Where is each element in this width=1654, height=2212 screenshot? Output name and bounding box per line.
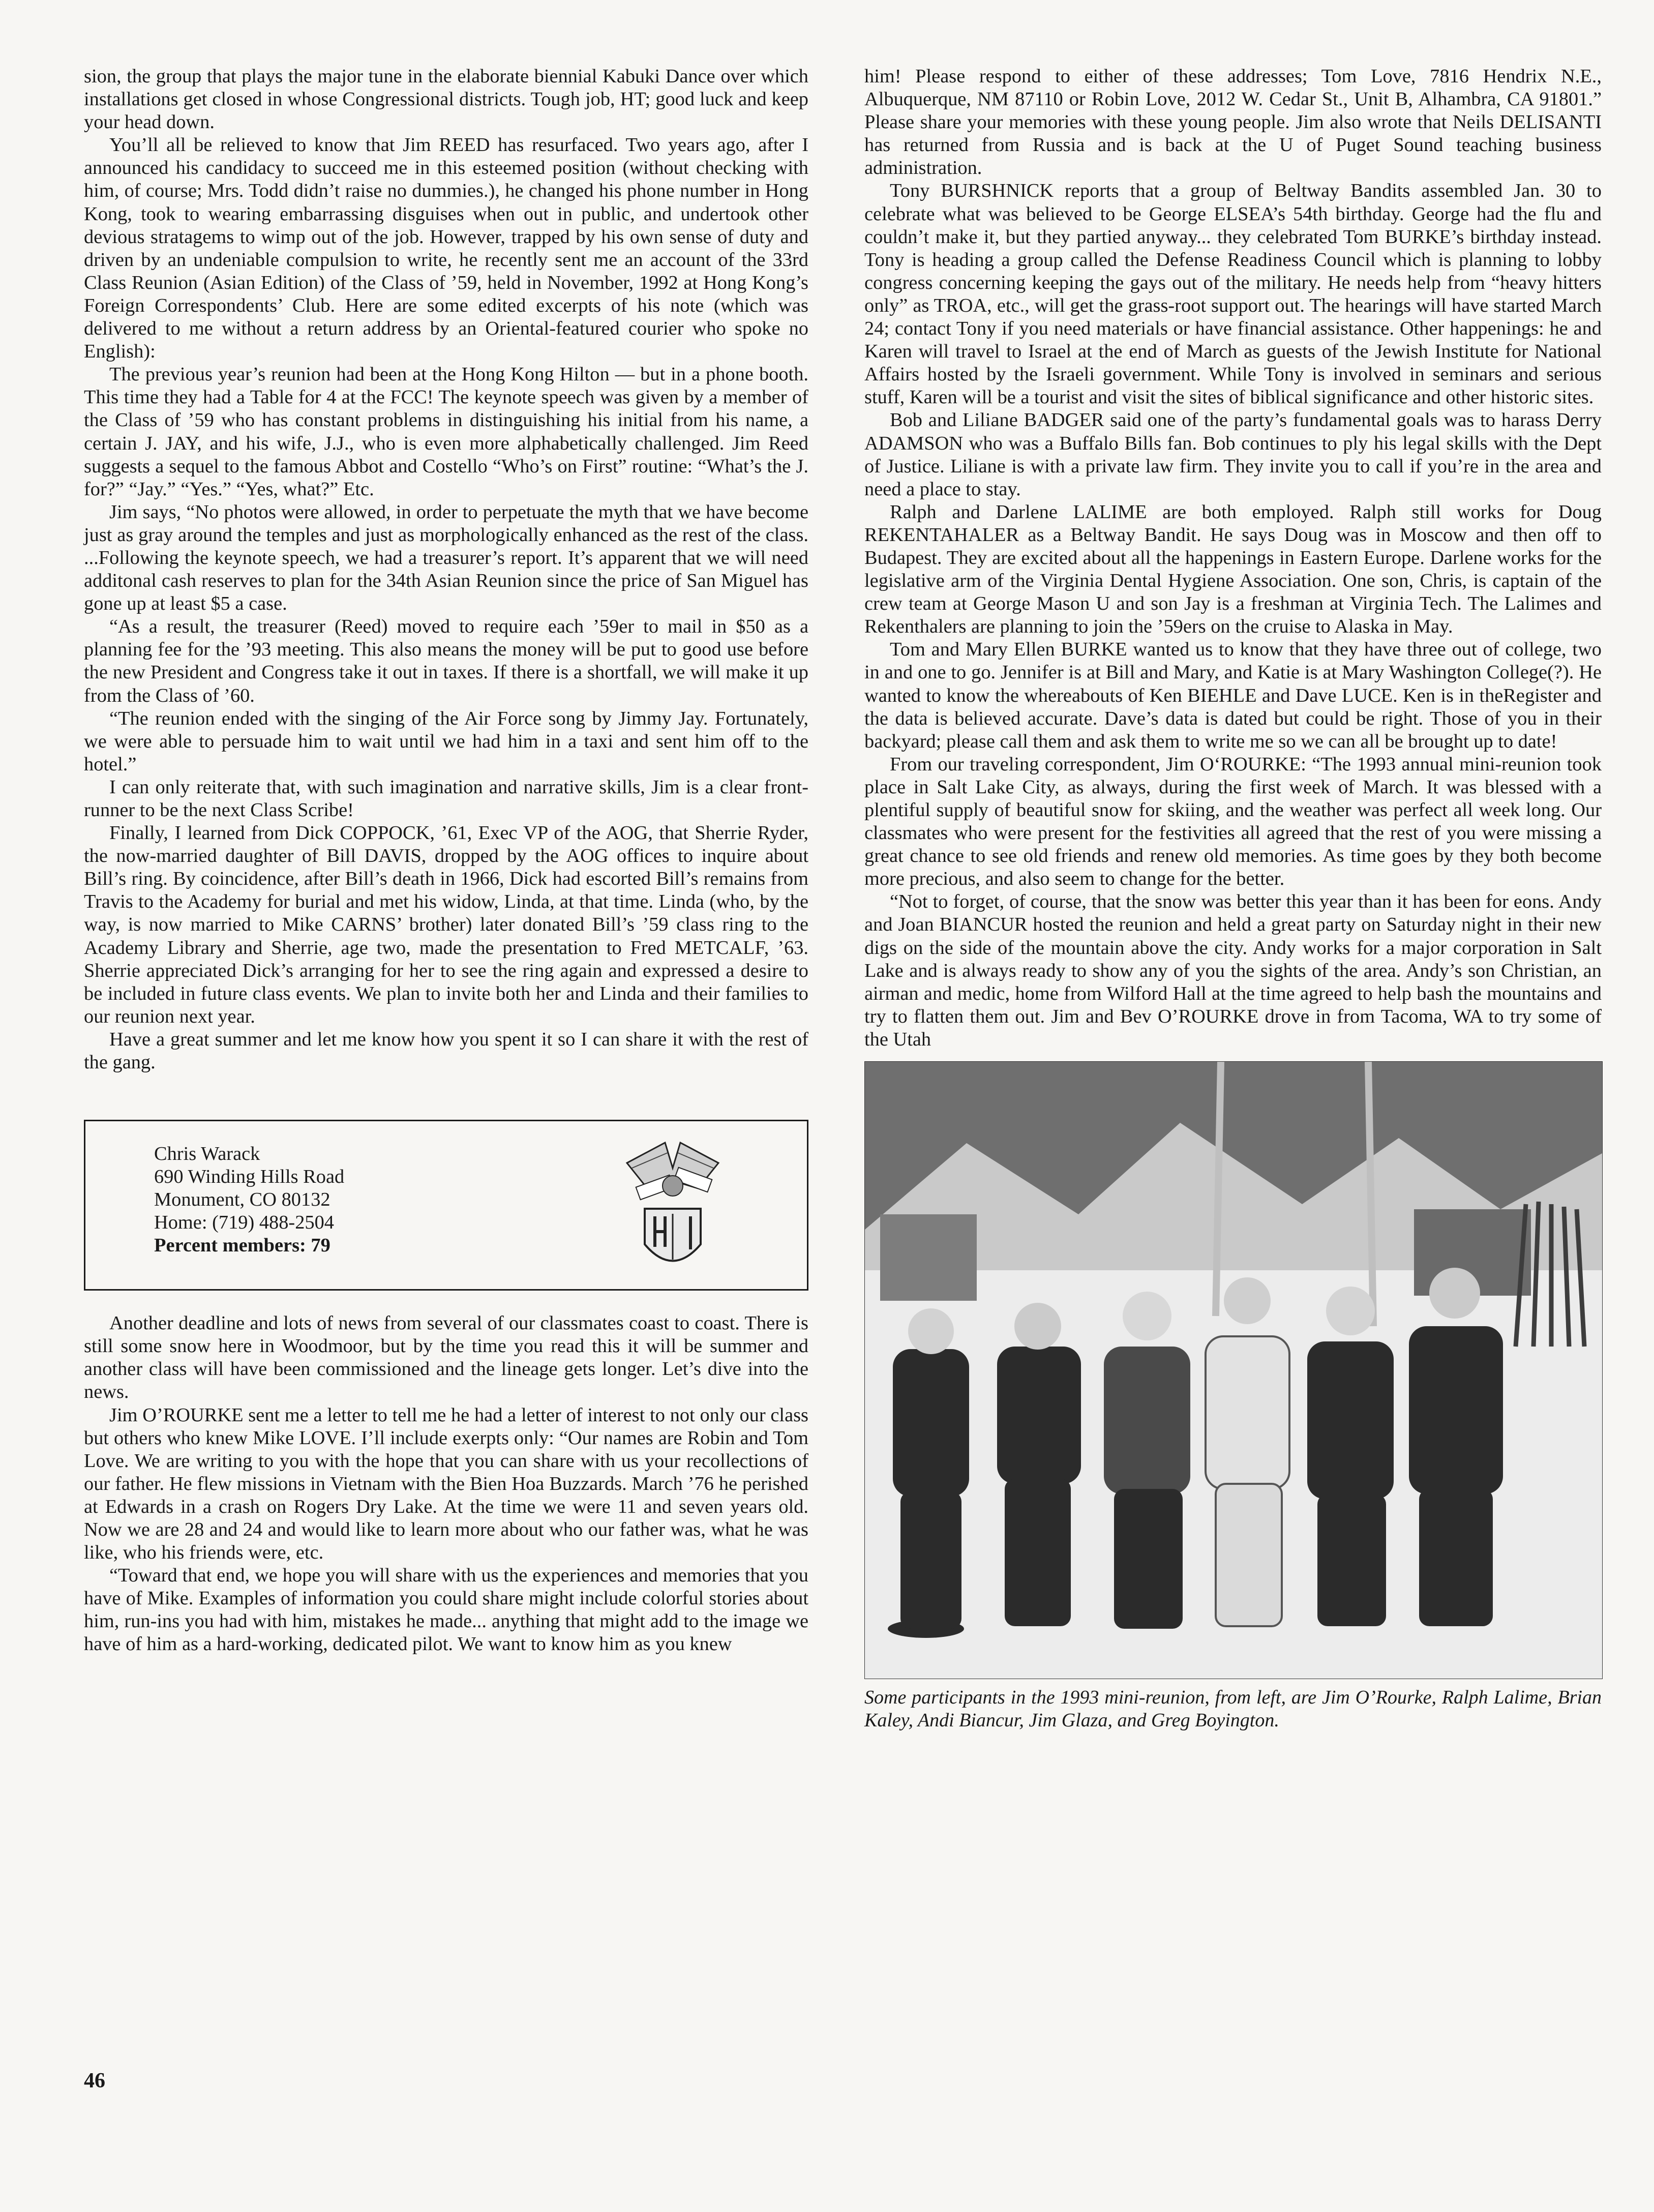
scribe-street: 690 Winding Hills Road	[154, 1166, 345, 1188]
article-paragraph: “As a result, the treasurer (Reed) moved to require each ’59er to mail in $50 as a planning fee for the ’93 meeting. This also means the money will be put to good use before the new President and Congress take it out in taxes. If there is a shortfall, we will make it up from the Class of ’60.	[84, 616, 808, 706]
scribe-address	[154, 1143, 344, 1257]
right-column	[864, 65, 1602, 1732]
article-paragraph: Tony BURSHNICK reports that a group of Beltway Bandits assembled Jan. 30 to celebrate what was believed to be George ELSEA’s 54th birthday. George had the flu and couldn’t make it, but they partied anyway... they celebrated Tom BURKE’s birthday instead. Tony is heading a group called the Defense Readiness Council which is planning to lobby congress concerning keeping the gays out of the military. He needs help from “heavy hitters only” as TROA, etc., will get the grass-root support out. The hearings will have started March 24; contact Tony if you need materials or have financial assistance. Other happenings: he and Karen will travel to Israel at the end of March as guests of the Jewish Institute for National Affairs hosted by the Israeli government. While Tony is involved in seminars and serious stuff, Karen will be a tourist and visit the sites of biblical significance and other historic sites.	[864, 180, 1602, 408]
article-paragraph: Tom and Mary Ellen BURKE wanted us to know that they have three out of college, two in and one to go. Jennifer is at Bill and Mary, and Katie is at Mary Washington College(?). He wanted to know the whereabouts of Ken BIEHLE and Dave LUCE. Ken is in theRegister and the data is believed accurate. Dave’s data is dated but could be right. Those of you in their backyard; please call them and ask them to write me so we can all be brought up to date!	[864, 639, 1602, 752]
article-paragraph: “The reunion ended with the singing of the Air Force song by Jimmy Jay. Fortunately, we were able to persuade him to wait until we had him in a taxi and sent him off to the hotel.”	[84, 707, 808, 775]
article-paragraph: Jim says, “No photos were allowed, in order to perpetuate the myth that we have become just as gray around the temples and just as morphologically enhanced as the rest of the class. ...Following the keynote speech, we had a treasurer’s report. It’s apparent that we will need additonal cash reserves to plan for the 34th Asian Reunion since the price of San Miguel has gone up at least $5 a case.	[84, 501, 808, 615]
scribe-city: Monument, CO 80132	[154, 1189, 330, 1211]
class-scribe-address-box	[84, 1120, 808, 1291]
page-number: 46	[84, 2069, 105, 2093]
reunion-photo-image	[865, 1062, 1602, 1679]
article-paragraph: You’ll all be relieved to know that Jim REED has resurfaced. Two years ago, after I announced his candidacy to succeed me in this esteemed position (without checking with him, of course; Mrs. Todd didn’t raise no dummies.), he changed his phone number in Hong Kong, took to wearing embarrassing disguises when out in public, and undertook other devious stratagems to wimp out of the job. However, trapped by his own sense of duty and driven by an undeniable compulsion to write, he recently sent me an account of the 33rd Class Reunion (Asian Edition) of the Class of ’59, held in November, 1992 at Hong Kong’s Foreign Correspondents’ Club. Here are some edited excerpts of his note (which was delivered to me without a return address by an Oriental-featured courier who spoke no English):	[84, 134, 808, 363]
reunion-group-photo	[864, 1061, 1603, 1679]
article-paragraph: Finally, I learned from Dick COPPOCK, ’61, Exec VP of the AOG, that Sherrie Ryder, the now-married daughter of Bill DAVIS, dropped by the AOG offices to inquire about Bill’s ring. By coincidence, after Bill’s death in 1966, Dick had escorted Bill’s remains from Travis to the Academy for burial and met his widow, Linda, at that time. Linda (who, by the way, is now married to Mike CARNS’ brother) later donated Bill’s ’59 class ring to the Academy Library and Sherrie, age two, made the presentation to Fred METCALF, ’63. Sherrie appreciated Dick’s arranging for her to see the ring again and expressed a desire to be included in future class events. We plan to invite both her and Linda and their families to our reunion next year.	[84, 822, 808, 1027]
left-column	[84, 65, 808, 1656]
article-paragraph: The previous year’s reunion had been at the Hong Kong Hilton — but in a phone booth. This time they had a Table for 4 at the FCC! The keynote speech was given by a member of the Class of ’59 who has constant problems in distinguishing his initial from his name, a certain J. JAY, and his wife, J.J., who is even more alphabetically challenged. Jim Reed suggests a sequel to the famous Abbot and Costello “Who’s on First” routine: “What’s the J. for?” “Jay.” “Yes.” “Yes, what?” Etc.	[84, 364, 808, 500]
article-paragraph: From our traveling correspondent, Jim O‘ROURKE: “The 1993 annual mini-reunion took place in Salt Lake City, as always, during the first week of March. It was blessed with a plentiful supply of beautiful snow for skiing, and the weather was perfect all week long. Our classmates who were present for the festivities all agreed that the rest of you were missing a great chance to see old friends and renew old memories. As time goes by they both become more precious, and also seem to change for the better.	[864, 753, 1602, 890]
scribe-name: Chris Warack	[154, 1143, 260, 1165]
article-paragraph: “Not to forget, of course, that the snow was better this year than it has been for eons. Andy and Joan BIANCUR hosted the reunion and held a great party on Saturday night in their new digs on the side of the mountain above the city. Andy works for a major corporation in Salt Lake and is always ready to show any of you the sights of the area. Andy’s son Christian, an airman and medic, home from Wilford Hall at the time agreed to help bash the mountains and try to flatten them out. Jim and Bev O’ROURKE drove in from Tacoma, WA to try some of the Utah	[864, 891, 1602, 1050]
scribe-phone: Home: (719) 488-2504	[154, 1212, 334, 1234]
article-paragraph: him! Please respond to either of these addresses; Tom Love, 7816 Hendrix N.E., Albuquerque, NM 87110 or Robin Love, 2012 W. Cedar St., Unit B, Alhambra, CA 91801.” Please share your memories with these young people. Jim also wrote that Neils DELISANTI has returned from Russia and is back at the U of Puget Sound teaching business administration.	[864, 66, 1602, 179]
article-paragraph: Ralph and Darlene LALIME are both employed. Ralph still works for Doug REKENTAHALER as a Beltway Bandit. He says Doug was in Moscow and then off to Budapest. They are excited about all the happenings in Eastern Europe. Darlene works for the legislative arm of the Virginia Dental Hygiene Association. One son, Chris, is captain of the crew team at George Mason U and son Jay is a freshman at Virginia Tech. The Lalimes and Rekenthalers are planning to join the ’59ers on the cruise to Alaska in May.	[864, 501, 1602, 638]
photo-caption: Some participants in the 1993 mini-reunion, from left, are Jim O’Rourke, Ralph Lalime, Brian Kaley, Andi Biancur, Jim Glaza, and Greg Boyington.	[864, 1687, 1602, 1731]
class-of-60-crest-icon	[617, 1132, 729, 1280]
article-paragraph: Another deadline and lots of news from several of our classmates coast to coast. There is still some snow here in Woodmoor, but by the time you read this it will be summer and another class will have been commissioned and the lineage gets longer. Let’s dive into the news.	[84, 1312, 808, 1403]
article-paragraph: sion, the group that plays the major tune in the elaborate biennial Kabuki Dance over which installations get closed in whose Congressional districts. Tough job, HT; good luck and keep your head down.	[84, 66, 808, 133]
article-paragraph: “Toward that end, we hope you will share with us the experiences and memories that you have of Mike. Examples of information you could share might include colorful stories about him, run-ins you had with him, mistakes he made... anything that might add to the image we have of him as a hard-working, dedicated pilot. We want to know him as you knew	[84, 1565, 808, 1655]
article-paragraph: Have a great summer and let me know how you spent it so I can share it with the rest of the gang.	[84, 1028, 808, 1073]
article-paragraph: Jim O’ROURKE sent me a letter to tell me he had a letter of interest to not only our class but others who knew Mike LOVE. I’ll include exerpts only: “Our names are Robin and Tom Love. We are writing to you with the hope that you can share with us your recollections of our father. He flew missions in Vietnam with the Bien Hoa Buzzards. March ’76 he perished at Edwards in a crash on Rogers Dry Lake. At the time we were 11 and seven years old. Now we are 28 and 24 and would like to learn more about who our father was, what he was like, who his friends were, etc.	[84, 1404, 808, 1564]
percent-members: Percent members: 79	[154, 1235, 330, 1257]
article-paragraph: Bob and Liliane BADGER said one of the party’s fundamental goals was to harass Derry ADAMSON who was a Buffalo Bills fan. Bob continues to ply his legal skills with the Dept of Justice. Liliane is with a private law firm. They invite you to call if you’re in the area and need a place to stay.	[864, 409, 1602, 500]
article-paragraph: I can only reiterate that, with such imagination and narrative skills, Jim is a clear front-runner to be the next Class Scribe!	[84, 776, 808, 821]
